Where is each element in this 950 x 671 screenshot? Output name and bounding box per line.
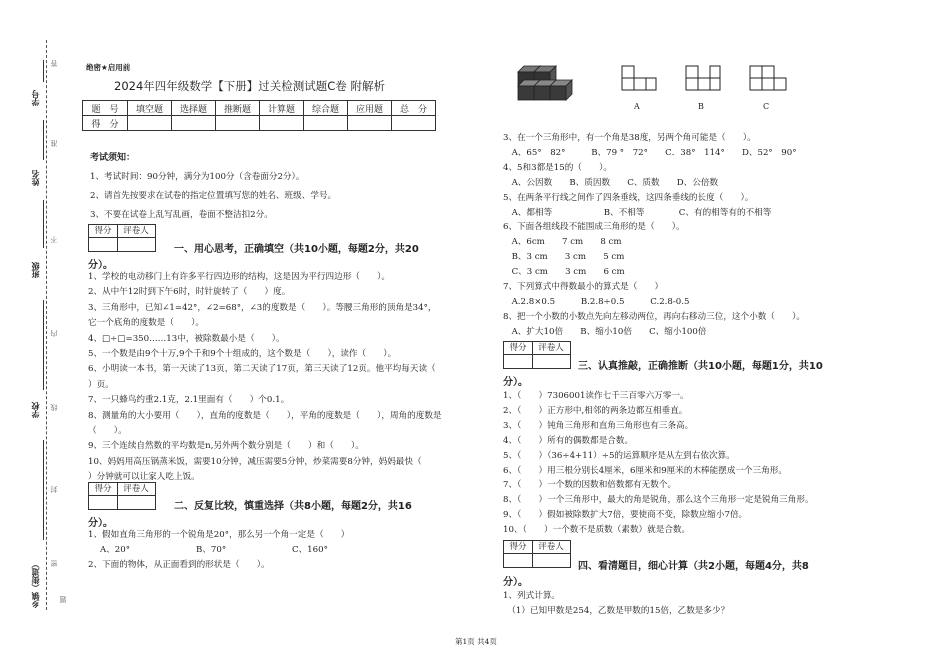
section3-scorebox <box>503 341 571 369</box>
section2-q1-option: B、70° <box>196 545 227 555</box>
section4-title-tail: 分）。 <box>503 577 528 588</box>
page-title: 2024年四年级数学【下册】过关检测试题C卷 附解析 <box>114 79 385 93</box>
question-line: 9、三个连续自然数的平均数是n,另外两个数分别是（ ）和（ ）。 <box>88 441 364 452</box>
question-line: 它一个底角的度数是（ ）。 <box>88 318 205 329</box>
blank-line <box>43 120 44 160</box>
notice-item: 1、考试时间：90分钟，满分为100分（含卷面分2分）。 <box>90 172 305 182</box>
view-option-b-figure <box>684 64 722 94</box>
question-line: C、3 cm 3 cm 6 cm <box>503 267 625 278</box>
question-line: 3、（ ）钝角三角形和直角三角形也有三条高。 <box>503 420 694 431</box>
score-header: 计算题 <box>260 101 304 116</box>
cube-stack-figure <box>512 58 584 102</box>
question-line: A、都相等 B、不相等 C、有的相等有的不相等 <box>503 207 772 218</box>
question-line: 7、一只蜂鸟约重2.1克，2.1里面有（ ）个0.1。 <box>88 395 290 406</box>
section1-title-tail: 分）。 <box>88 260 113 271</box>
section4-scorebox <box>503 540 571 568</box>
question-line: 3、三角形中，已知∠1=42°，∠2=68°，∠3的度数是（ ）。等腰三角形的顶角是34°， <box>88 302 437 313</box>
score-header: 选择题 <box>172 101 216 116</box>
score-header: 题 号 <box>83 101 128 116</box>
secret-label: 绝密★启用前 <box>86 63 131 72</box>
section3-title: 三、认真推敲，正确推断（共10小题，每题1分，共10 <box>578 361 823 372</box>
blank-line <box>43 60 44 82</box>
section2-q1: 1、假如直角三角形的一个锐角是20°，那么另一个角一定是（ ） <box>88 530 350 540</box>
score-cell[interactable] <box>172 116 216 131</box>
section2-q2: 2、下面的物体，从正面看到的形状是（ ）。 <box>88 560 270 570</box>
question-line: A、公因数 B、质因数 C、质数 D、公倍数 <box>503 177 719 188</box>
figure-label-c: C <box>763 102 770 111</box>
section2-scorebox <box>88 482 156 510</box>
blank-line <box>43 200 44 248</box>
score-cell[interactable] <box>348 116 392 131</box>
binding-strip <box>0 0 67 671</box>
question-line: 7、（ ）一个数的因数和倍数都有无数个。 <box>503 480 677 491</box>
section1-scorebox <box>88 224 156 252</box>
question-line: 4、（ ）所有的偶数都是合数。 <box>503 435 634 446</box>
binding-mark: 准 <box>50 140 58 147</box>
figure-label-b: B <box>698 102 704 111</box>
score-cell[interactable] <box>216 116 260 131</box>
question-line: 1、（ ）7306001读作七千三百零六万零一。 <box>503 391 689 401</box>
score-table <box>82 100 436 131</box>
binding-mark: 线 <box>50 404 58 411</box>
question-line: 8、测量角的大小要用（ ），直角的度数是（ ），平角的度数是（ ），周角的度数是 <box>88 410 442 421</box>
question-line: （ ）。 <box>88 426 127 436</box>
score-header: 总 分 <box>392 101 436 116</box>
question-line: B、3 cm 3 cm 5 cm <box>503 252 625 263</box>
section2-q1-option: C、160° <box>292 545 328 555</box>
question-line: A、扩大10倍 B、缩小10倍 C、缩小100倍 <box>503 326 707 337</box>
section3-title-tail: 分）。 <box>503 377 528 388</box>
binding-mark: 封 <box>50 486 58 493</box>
question-line: A、6cm 7 cm 8 cm <box>503 237 622 248</box>
question-line: 8、把一个小数的小数点先向左移动两位，再向右移动三位，这个小数（ ）。 <box>503 311 805 322</box>
scorebox-score-label: 得分 <box>94 484 112 494</box>
score-header: 综合题 <box>304 101 348 116</box>
score-cell[interactable] <box>260 116 304 131</box>
blank-line <box>43 300 44 390</box>
score-header: 推断题 <box>216 101 260 116</box>
score-row-label: 得 分 <box>83 116 128 131</box>
section2-title-tail: 分）。 <box>88 518 113 529</box>
binding-mark: 密 <box>50 560 58 567</box>
question-line: 5、（ ）（36÷4+11）÷5的运算顺序是从左到右依次算。 <box>503 450 735 461</box>
section2-title: 二、反复比较，慎重选择（共8小题，每题2分，共16 <box>174 501 412 512</box>
binding-mark: 答 <box>50 60 58 67</box>
question-line: 10、妈妈用高压锅蒸米饭，需要10分钟，减压需要5分钟，炒菜需要8分钟，妈妈最快（ <box>88 456 422 467</box>
label-town: 乡镇（街道） <box>31 560 40 608</box>
score-cell[interactable] <box>392 116 436 131</box>
binding-mark: 不 <box>50 236 58 243</box>
figure-label-a: A <box>634 102 640 111</box>
question-line: A、65° 82° B、79 ° 72° C．38° 114° D、52° 90° <box>503 147 797 158</box>
scorebox-score-label: 得分 <box>509 542 527 552</box>
scorebox-score-label: 得分 <box>509 343 527 353</box>
scorebox-grader-label: 评卷人 <box>538 343 564 353</box>
blank-line <box>43 440 44 540</box>
notice-item: 2、请首先按要求在试卷的指定位置填写您的姓名、班级、学号。 <box>90 191 337 201</box>
score-header: 填空题 <box>128 101 172 116</box>
section2-q1-option: A、20° <box>100 545 131 555</box>
label-school: 学校 <box>31 402 40 418</box>
score-cell[interactable] <box>304 116 348 131</box>
question-line: 8、（ ）一个三角形中，最大的角是锐角，那么这个三角形一定是锐角三角形。 <box>503 495 814 506</box>
question-line: 10、（ ）一个数不是质数（素数）就是合数。 <box>503 525 691 536</box>
scorebox-grader-label: 评卷人 <box>123 226 149 236</box>
view-option-c-figure <box>748 64 788 94</box>
section4-title: 四、看清题目，细心计算（共2小题，每题4分，共8 <box>578 561 809 572</box>
question-line: 6、小明读一本书，第一天读了13页，第二天读了17页，第三天读了12页。他平均每天读（ <box>88 364 436 375</box>
scorebox-grader-label: 评卷人 <box>538 542 564 552</box>
question-line: 2、从中午12时到下午6时，时针旋转了（ ）度。 <box>88 287 291 298</box>
question-line: 5、在两条平行线之间作了四条垂线，这四条垂线的长度（ ）。 <box>503 192 754 203</box>
score-header: 应用题 <box>348 101 392 116</box>
section4-line: （1）已知甲数是254，乙数是甲数的15倍，乙数是多少？ <box>503 606 730 616</box>
question-line: 7、下列算式中得数最小的算式是（ ） <box>503 282 664 292</box>
question-line: 4、5和3都是15的（ ）。 <box>503 162 612 173</box>
question-line: 2、（ ）正方形中,相邻的两条边都互相垂直。 <box>503 405 688 416</box>
question-line: 6、（ ）用三根分别长4厘米，6厘米和9厘米的木棒能摆成一个三角形。 <box>503 465 787 476</box>
score-cell[interactable] <box>128 116 172 131</box>
section4-line: 1、列式计算。 <box>503 591 561 601</box>
section1-title: 一、用心思考，正确填空（共10小题，每题2分，共20 <box>174 244 419 255</box>
scorebox-grader-label: 评卷人 <box>123 484 149 494</box>
scorebox-score-label: 得分 <box>94 226 112 236</box>
notice-item: 3、不要在试卷上乱写乱画，卷面不整洁扣2分。 <box>90 210 273 220</box>
question-line: 4、□÷□=350……13中，被除数最小是（ ）。 <box>88 333 285 344</box>
label-name: 姓名 <box>31 170 40 186</box>
question-line: ）页。 <box>88 379 114 390</box>
question-line: A.2.8×0.5 B.2.8÷0.5 C.2.8-0.5 <box>503 296 690 307</box>
view-option-a-figure <box>620 64 658 94</box>
binding-mark: 内 <box>50 330 58 337</box>
question-line: 6、下面各组线段不能围成三角形的是（ ）。 <box>503 222 685 233</box>
label-student-id: 学号 <box>31 90 40 106</box>
question-line: 3、在一个三角形中，有一个角是38度，另两个角可能是（ ）。 <box>503 133 756 143</box>
question-line: ）分钟就可以让家人吃上饭。 <box>88 472 200 483</box>
question-line: 1、学校的电动移门上有许多平行四边形的结构，这是因为平行四边形（ ）。 <box>88 272 390 282</box>
binding-dashed-line <box>46 40 47 610</box>
page-footer: 第1页 共4页 <box>455 637 497 646</box>
binding-mark: 题 <box>59 596 67 603</box>
question-line: 9、（ ）假如被除数扩大7倍，要使商不变，除数应缩小7倍。 <box>503 510 748 521</box>
notice-title: 考试须知： <box>90 153 136 163</box>
label-class: 班级 <box>31 262 40 278</box>
question-line: 5、一个数是由9个十万,9个千和9个十组成的，这个数是（ ），读作（ ）。 <box>88 349 397 359</box>
